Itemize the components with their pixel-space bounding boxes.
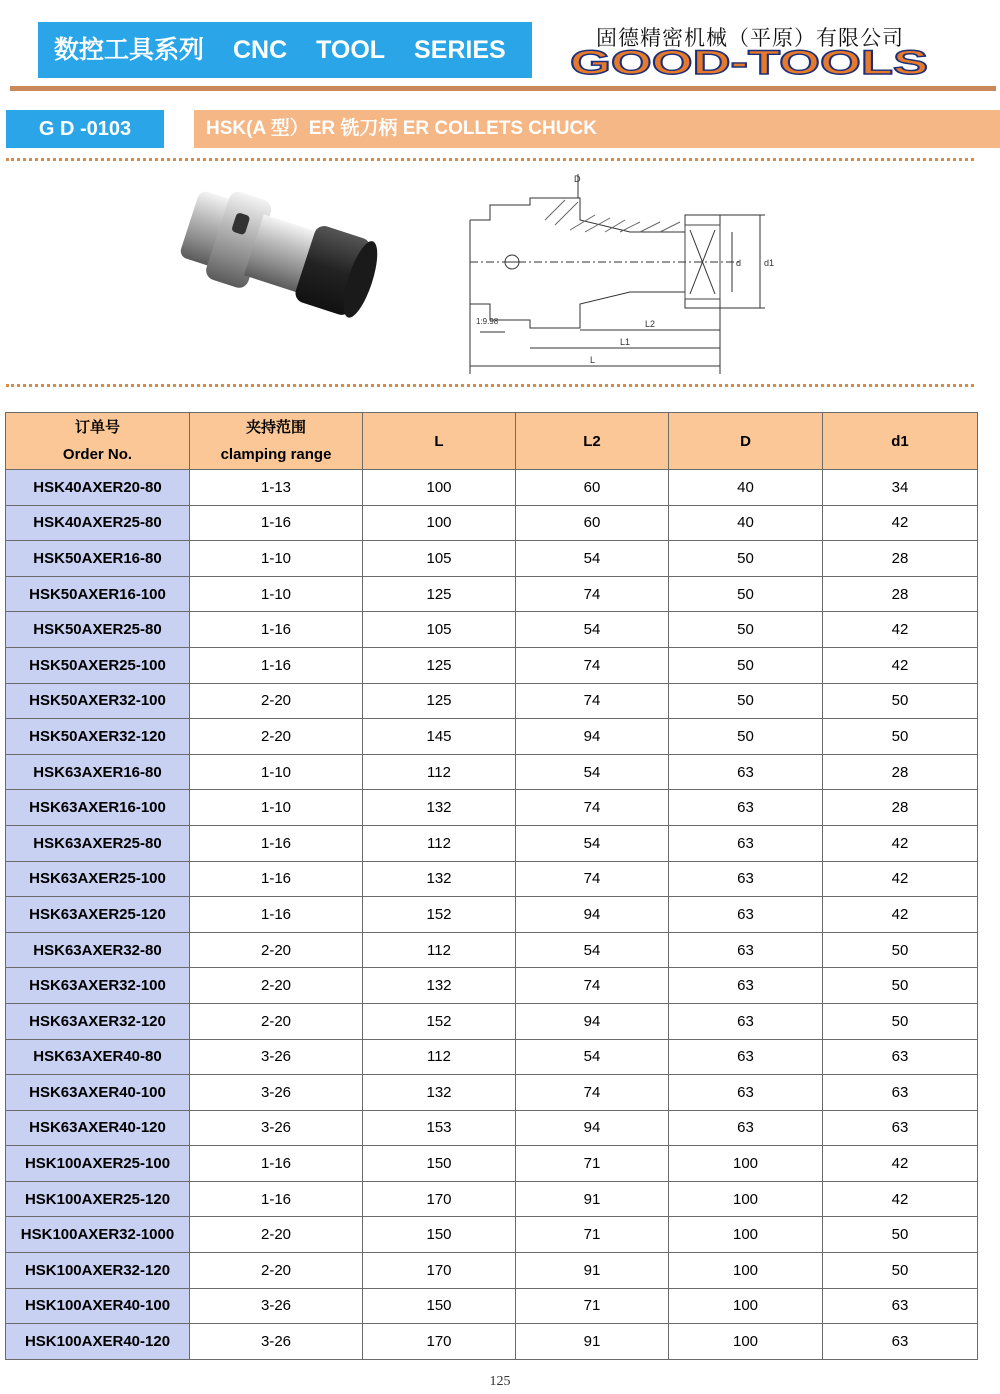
cell-clamping-range: 1-16 (190, 612, 363, 648)
dotted-divider-bottom (6, 384, 974, 387)
cell-D: 40 (669, 470, 823, 506)
cell-clamping-range: 2-20 (190, 1253, 363, 1289)
cell-L2: 91 (516, 1181, 669, 1217)
cell-d1: 50 (823, 1003, 978, 1039)
cell-order-no: HSK63AXER40-80 (6, 1039, 190, 1075)
cell-order-no: HSK63AXER25-120 (6, 897, 190, 933)
cell-d1: 50 (823, 1253, 978, 1289)
cell-L: 152 (363, 1003, 516, 1039)
cell-d1: 50 (823, 932, 978, 968)
cell-clamping-range: 3-26 (190, 1075, 363, 1111)
cell-D: 63 (669, 968, 823, 1004)
header-order-en: Order No. (62, 446, 133, 463)
cell-order-no: HSK100AXER32-120 (6, 1253, 190, 1289)
cell-order-no: HSK50AXER32-120 (6, 719, 190, 755)
series-title-en-3: SERIES (414, 36, 506, 64)
cell-clamping-range: 1-16 (190, 897, 363, 933)
cell-order-no: HSK63AXER25-100 (6, 861, 190, 897)
cell-d1: 28 (823, 790, 978, 826)
table-row (6, 647, 978, 683)
cell-D: 63 (669, 754, 823, 790)
cell-d1: 42 (823, 825, 978, 861)
cell-L: 112 (363, 825, 516, 861)
cell-L: 152 (363, 897, 516, 933)
cell-L: 150 (363, 1288, 516, 1324)
cell-D: 63 (669, 1075, 823, 1111)
cell-clamping-range: 1-10 (190, 790, 363, 826)
series-title-en-2: TOOL (316, 36, 386, 64)
cell-D: 50 (669, 719, 823, 755)
cell-L2: 54 (516, 1039, 669, 1075)
cell-order-no: HSK63AXER40-100 (6, 1075, 190, 1111)
cell-d1: 63 (823, 1288, 978, 1324)
table-row (6, 612, 978, 648)
cell-order-no: HSK63AXER16-100 (6, 790, 190, 826)
header-L: L (363, 413, 516, 470)
cell-L2: 60 (516, 505, 669, 541)
table-row (6, 754, 978, 790)
cell-L2: 74 (516, 683, 669, 719)
page-number: 125 (489, 1374, 511, 1389)
cell-order-no: HSK100AXER40-100 (6, 1288, 190, 1324)
cell-order-no: HSK40AXER20-80 (6, 470, 190, 506)
table-row (6, 825, 978, 861)
cell-L: 132 (363, 968, 516, 1004)
cell-order-no: HSK50AXER16-80 (6, 541, 190, 577)
cell-L2: 74 (516, 968, 669, 1004)
cell-L: 125 (363, 647, 516, 683)
table-row (6, 1039, 978, 1075)
cell-D: 50 (669, 541, 823, 577)
cell-L: 170 (363, 1181, 516, 1217)
cell-order-no: HSK100AXER40-120 (6, 1324, 190, 1360)
cell-L: 112 (363, 932, 516, 968)
cell-L2: 74 (516, 861, 669, 897)
cell-L2: 74 (516, 576, 669, 612)
cell-order-no: HSK40AXER25-80 (6, 505, 190, 541)
cell-clamping-range: 1-10 (190, 541, 363, 577)
cell-order-no: HSK63AXER40-120 (6, 1110, 190, 1146)
dim-D-label: D (574, 174, 581, 184)
cell-D: 50 (669, 612, 823, 648)
table-row (6, 1110, 978, 1146)
cell-D: 63 (669, 1003, 823, 1039)
table-row (6, 897, 978, 933)
table-row (6, 790, 978, 826)
product-code: G D -0103 (6, 110, 164, 148)
table-row (6, 1181, 978, 1217)
dim-L2-label: L2 (645, 319, 656, 329)
cell-clamping-range: 1-10 (190, 576, 363, 612)
table-row (6, 1288, 978, 1324)
cell-order-no: HSK100AXER25-100 (6, 1146, 190, 1182)
cell-L2: 94 (516, 1003, 669, 1039)
cell-L2: 71 (516, 1288, 669, 1324)
cell-D: 100 (669, 1146, 823, 1182)
cell-D: 63 (669, 1110, 823, 1146)
cell-clamping-range: 1-16 (190, 1146, 363, 1182)
dim-d-label: d (736, 258, 742, 268)
table-row (6, 1146, 978, 1182)
cell-L: 145 (363, 719, 516, 755)
cell-L: 105 (363, 541, 516, 577)
cell-d1: 28 (823, 576, 978, 612)
table-row (6, 968, 978, 1004)
cell-L2: 60 (516, 470, 669, 506)
cell-d1: 63 (823, 1075, 978, 1111)
product-photo (170, 178, 390, 358)
cell-d1: 42 (823, 1146, 978, 1182)
table-row (6, 576, 978, 612)
cell-order-no: HSK100AXER25-120 (6, 1181, 190, 1217)
cell-order-no: HSK50AXER25-80 (6, 612, 190, 648)
cell-order-no: HSK100AXER32-1000 (6, 1217, 190, 1253)
cell-D: 100 (669, 1288, 823, 1324)
spec-table-body (6, 470, 978, 1360)
cell-L2: 91 (516, 1324, 669, 1360)
cell-L: 150 (363, 1146, 516, 1182)
cell-clamping-range: 2-20 (190, 683, 363, 719)
cell-clamping-range: 2-20 (190, 932, 363, 968)
cell-D: 63 (669, 932, 823, 968)
cell-order-no: HSK50AXER16-100 (6, 576, 190, 612)
cell-clamping-range: 3-26 (190, 1110, 363, 1146)
cell-d1: 42 (823, 647, 978, 683)
cell-L: 112 (363, 754, 516, 790)
cell-L2: 54 (516, 825, 669, 861)
cell-L: 125 (363, 683, 516, 719)
cell-order-no: HSK63AXER25-80 (6, 825, 190, 861)
cell-d1: 42 (823, 505, 978, 541)
table-row (6, 683, 978, 719)
cell-L: 125 (363, 576, 516, 612)
taper-label: 1:9.98 (476, 317, 499, 326)
cell-clamping-range: 1-16 (190, 861, 363, 897)
cell-d1: 42 (823, 1181, 978, 1217)
cell-L: 153 (363, 1110, 516, 1146)
table-row (6, 1075, 978, 1111)
header-order-no (6, 413, 190, 470)
company-name: 固德精密机械（平原）有限公司 (596, 26, 904, 50)
cell-D: 100 (669, 1253, 823, 1289)
cell-d1: 50 (823, 1217, 978, 1253)
cell-d1: 42 (823, 861, 978, 897)
header-range-en: clamping range (220, 446, 332, 463)
table-row (6, 1217, 978, 1253)
cell-clamping-range: 1-16 (190, 1181, 363, 1217)
cell-D: 50 (669, 576, 823, 612)
table-row (6, 505, 978, 541)
cell-L2: 71 (516, 1217, 669, 1253)
cell-L2: 74 (516, 790, 669, 826)
cell-D: 100 (669, 1324, 823, 1360)
cell-clamping-range: 3-26 (190, 1039, 363, 1075)
dotted-divider-top (6, 158, 974, 161)
spec-table (5, 412, 978, 1360)
cell-clamping-range: 1-16 (190, 505, 363, 541)
technical-drawing (460, 170, 780, 380)
cell-L2: 94 (516, 897, 669, 933)
cell-L2: 91 (516, 1253, 669, 1289)
cell-clamping-range: 3-26 (190, 1288, 363, 1324)
cell-clamping-range: 2-20 (190, 968, 363, 1004)
cell-clamping-range: 1-16 (190, 825, 363, 861)
series-title-cn: 数控工具系列 (54, 36, 205, 64)
cell-L2: 54 (516, 754, 669, 790)
cell-L2: 74 (516, 1075, 669, 1111)
table-header-row (6, 413, 978, 470)
cell-clamping-range: 1-10 (190, 754, 363, 790)
cell-order-no: HSK63AXER32-80 (6, 932, 190, 968)
dim-L1-label: L1 (620, 337, 631, 347)
table-row (6, 541, 978, 577)
table-row (6, 1003, 978, 1039)
cell-L2: 74 (516, 647, 669, 683)
cell-order-no: HSK63AXER32-120 (6, 1003, 190, 1039)
cell-D: 63 (669, 897, 823, 933)
cell-D: 63 (669, 825, 823, 861)
company-logo (570, 46, 930, 80)
cell-L2: 94 (516, 719, 669, 755)
header-L2: L2 (516, 413, 669, 470)
header-divider (10, 86, 996, 91)
cell-L: 132 (363, 861, 516, 897)
cell-d1: 63 (823, 1324, 978, 1360)
cell-d1: 63 (823, 1110, 978, 1146)
table-row (6, 932, 978, 968)
table-row (6, 1324, 978, 1360)
cell-order-no: HSK50AXER32-100 (6, 683, 190, 719)
cell-clamping-range: 2-20 (190, 1003, 363, 1039)
cell-D: 63 (669, 1039, 823, 1075)
header-order-cn: 订单号 (74, 419, 120, 436)
cell-d1: 50 (823, 719, 978, 755)
cell-L: 170 (363, 1253, 516, 1289)
cell-clamping-range: 1-16 (190, 647, 363, 683)
cell-L: 132 (363, 1075, 516, 1111)
cell-D: 100 (669, 1217, 823, 1253)
cell-D: 100 (669, 1181, 823, 1217)
cell-L: 170 (363, 1324, 516, 1360)
cell-clamping-range: 2-20 (190, 719, 363, 755)
cell-L: 100 (363, 470, 516, 506)
dim-L-label: L (590, 355, 596, 365)
table-row (6, 470, 978, 506)
cell-d1: 50 (823, 683, 978, 719)
cell-D: 63 (669, 861, 823, 897)
cell-d1: 63 (823, 1039, 978, 1075)
cell-L: 105 (363, 612, 516, 648)
cell-D: 63 (669, 790, 823, 826)
dim-d1-label: d1 (764, 258, 775, 268)
cell-L2: 71 (516, 1146, 669, 1182)
cell-d1: 42 (823, 897, 978, 933)
cell-d1: 42 (823, 612, 978, 648)
series-title-en-1: CNC (232, 36, 288, 64)
series-banner (38, 22, 532, 78)
logo-text: GOOD-TOOLS (570, 46, 928, 80)
cell-order-no: HSK50AXER25-100 (6, 647, 190, 683)
cell-L2: 54 (516, 612, 669, 648)
table-row (6, 861, 978, 897)
cell-D: 50 (669, 683, 823, 719)
cell-order-no: HSK63AXER32-100 (6, 968, 190, 1004)
cell-clamping-range: 2-20 (190, 1217, 363, 1253)
cell-d1: 50 (823, 968, 978, 1004)
cell-L: 100 (363, 505, 516, 541)
cell-L2: 54 (516, 541, 669, 577)
table-row (6, 719, 978, 755)
cell-L2: 94 (516, 1110, 669, 1146)
product-title: HSK(A 型）ER 铣刀柄 ER COLLETS CHUCK (194, 110, 1000, 148)
header-d1: d1 (823, 413, 978, 470)
cell-D: 50 (669, 647, 823, 683)
cell-clamping-range: 1-13 (190, 470, 363, 506)
header-D: D (669, 413, 823, 470)
header-range-cn: 夹持范围 (245, 419, 306, 436)
cell-d1: 28 (823, 541, 978, 577)
cell-d1: 34 (823, 470, 978, 506)
cell-L2: 54 (516, 932, 669, 968)
cell-order-no: HSK63AXER16-80 (6, 754, 190, 790)
company-block (570, 26, 930, 80)
cell-L: 112 (363, 1039, 516, 1075)
table-row (6, 1253, 978, 1289)
cell-clamping-range: 3-26 (190, 1324, 363, 1360)
header-clamping-range (190, 413, 363, 470)
cell-D: 40 (669, 505, 823, 541)
cell-d1: 28 (823, 754, 978, 790)
cell-L: 132 (363, 790, 516, 826)
cell-L: 150 (363, 1217, 516, 1253)
